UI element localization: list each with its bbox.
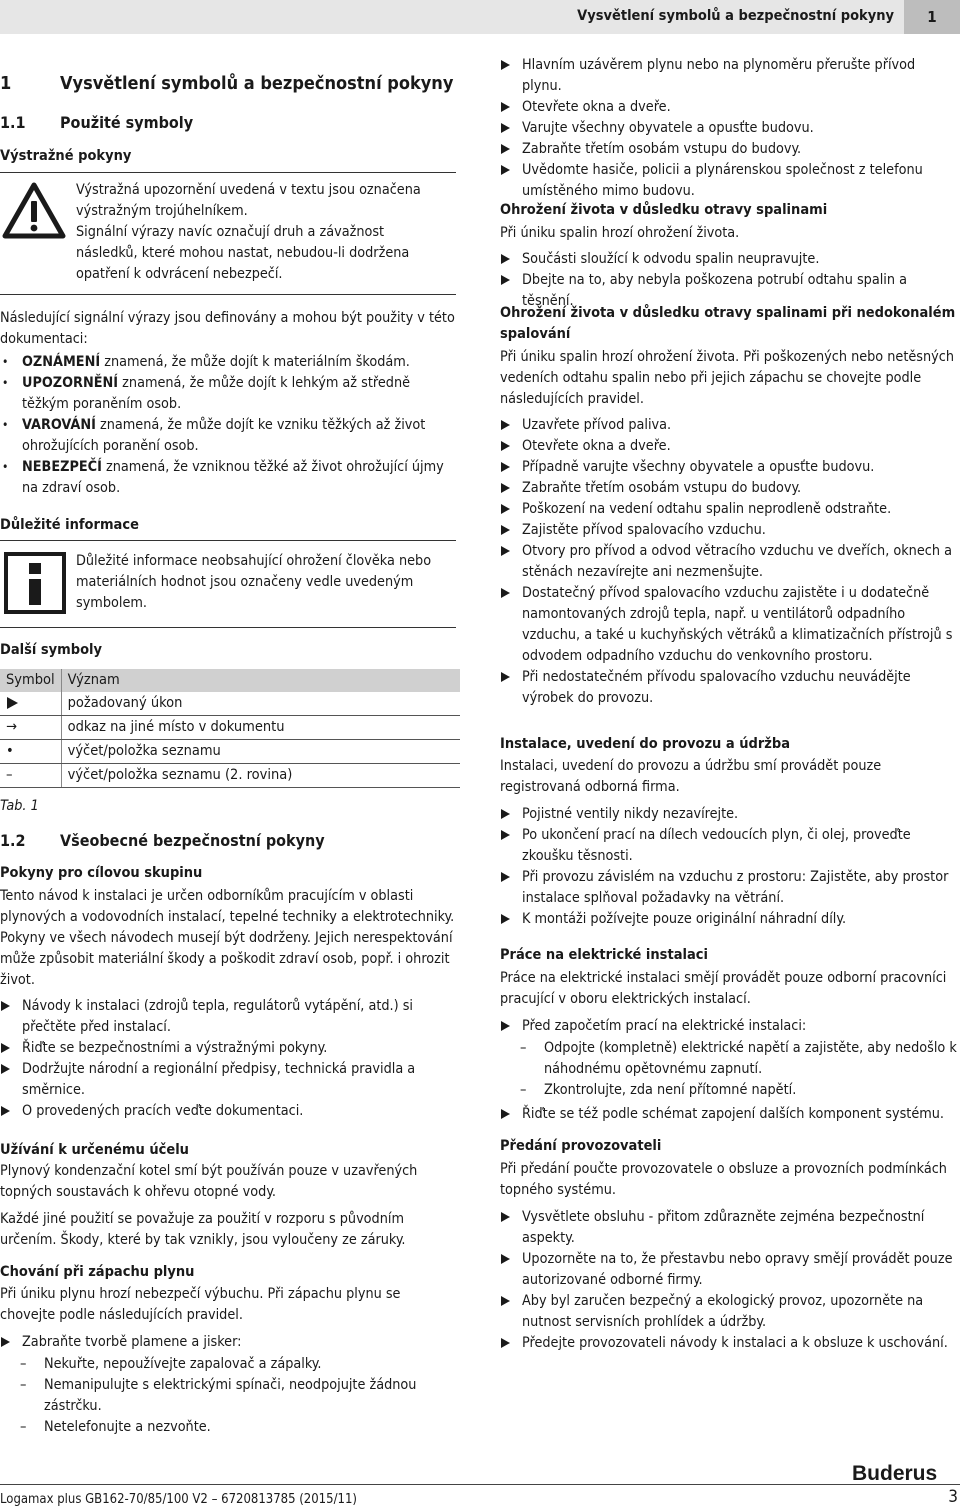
table-row [0,716,460,740]
list-item: Upozorněte na to, že přestavbu nebo opravy smějí provádět pouze autorizované odborné firmy. [500,1249,958,1291]
column-header: Význam [61,669,460,692]
list-item: Po ukončení prací na dílech vedoucích plyn, či olej, proveďte zkoušku těsnosti. [500,825,958,867]
svg-text:Buderus: Buderus [852,1462,938,1484]
warnings-heading: Výstražné pokyny [0,148,132,164]
list-item: O provedených pracích veďte dokumentaci. [0,1101,456,1122]
table-cell: výčet/položka seznamu (2. rovina) [61,764,460,788]
table-caption: Tab. 1 [0,798,39,814]
page-number: 3 [948,1487,958,1507]
warning-triangle-icon [2,182,66,240]
intended-use-heading: Užívání k určenému účelu [0,1142,189,1158]
table-header-row [0,669,460,692]
list-item: Zabraňte třetím osobám vstupu do budovy. [500,139,958,160]
section-number: 1.2 [0,831,26,850]
gas-smell-text: Při úniku plynu hrozí nebezpečí výbuchu. Při zápachu plynu se chovejte podle následujících pravidel. [0,1286,401,1323]
text-line: materiálních hodnot jsou označeny vedle uvedeným [76,574,414,590]
list-item: Hlavním uzávěrem plynu nebo na plynoměru přerušte přívod plynu. [500,55,958,97]
divider [0,172,456,173]
list-item: – Nemanipulujte s elektrickými spínači, neodpojujte žádnou zástrčku. [0,1375,456,1417]
list-item: Dodržujte národní a regionální předpisy, technická pravidla a směrnice. [0,1059,456,1101]
flue-gas-text: Při úniku spalin hrozí ohrožení života. [500,225,740,241]
gas-smell-substeps [0,1354,456,1438]
list-item: Vysvětlete obsluhu - přitom zdůrazněte zejména bezpečnostní aspekty. [500,1207,958,1249]
dash-icon: – [0,764,61,788]
list-item: Dbejte na to, aby nebyla poškozena potrubí odtahu spalin a těsnění. [500,270,958,312]
text-line: opatření k odvrácení nebezpečí. [76,266,283,282]
arrow-icon: → [0,716,61,740]
list-item: Zabraňte třetím osobám vstupu do budovy. [500,478,958,499]
text-line: výstražným trojúhelníkem. [76,203,248,219]
table-cell: požadovaný úkon [61,692,460,716]
list-item: Otevřete okna a dveře. [500,97,958,118]
list-item: Řiďte se bezpečnostními a výstražnými pokyny. [0,1038,456,1059]
list-item: – Netelefonujte a nezvoňte. [0,1417,456,1438]
table-cell: odkaz na jiné místo v dokumentu [61,716,460,740]
page-header [0,0,960,34]
bullet-icon: • [0,740,61,764]
electrical-text: Práce na elektrické instalaci smějí provádět pouze odborní pracovníci pracující v oboru elektrických instalací. [500,970,947,1007]
list-item: Při provozu závislém na vzduchu z prostoru: Zajistěte, aby prostor instalace splňoval požadavky na větrání. [500,867,958,909]
warning-description [76,180,456,285]
installation-heading: Instalace, uvedení do provozu a údržba [500,736,791,752]
table-row [0,692,460,716]
text-line: následků, které mohou nastat, nebudou-li dodržena [76,245,410,261]
divider [0,294,456,295]
gas-smell-steps-continued [500,55,958,202]
section-title: Vysvětlení symbolů a bezpečnostní pokyny [60,73,454,94]
list-item: • NEBEZPEČÍ znamená, že vzniknou těžké až život ohrožující újmy na zdraví osob. [0,457,456,499]
flue-gas-heading: Ohrožení života v důsledku otravy spalinami [500,202,828,218]
list-item: Součásti sloužící k odvodu spalin neupravujte. [500,249,958,270]
electrical-steps [500,1016,958,1037]
list-item: • VAROVÁNÍ znamená, že může dojít ke vzniku těžkých až život ohrožujících poranění osob. [0,415,456,457]
list-item: – Zkontrolujte, zda není přítomné napětí. [500,1080,958,1101]
target-group-text: Tento návod k instalaci je určen odborníkům pracujícím v oblasti plynových a vodovodních instalací, tepelné techniky a elektrotechniky. Pokyny ve všech návodech musejí být dodrženy. Jejich nerespektování může způsobit materiální škody a poškodit zdraví osob, popř. i ohrozit život. [0,888,455,988]
header-title: Vysvětlení symbolů a bezpečnostní pokyny [577,8,894,24]
handover-heading: Předání provozovateli [500,1138,662,1154]
installation-steps [500,804,958,930]
installation-text: Instalaci, uvedení do provozu a údržbu smí provádět pouze registrovaná odborná firma. [500,758,882,795]
list-item: Předejte provozovateli návody k instalaci a k obsluze k uschování. [500,1333,958,1354]
table-row [0,740,460,764]
list-item: Aby byl zaručen bezpečný a ekologický provoz, upozorněte na nutnost servisních prohlídek a údržby. [500,1291,958,1333]
incomplete-combustion-heading: Ohrožení života v důsledku otravy spalinami při nedokonalém spalování [500,305,956,342]
list-item: Před započetím prací na elektrické instalaci: [500,1016,958,1037]
column-header: Symbol [0,669,61,692]
list-item: Návody k instalaci (zdrojů tepla, regulátorů vytápění, atd.) si přečtěte před instalací. [0,996,456,1038]
section-heading-1-1 [0,112,456,134]
footer-divider [0,1484,960,1485]
signal-words-list [0,352,456,499]
list-item: Při nedostatečném přívodu spalovacího vzduchu neuvádějte výrobek do provozu. [500,667,958,709]
section-title: Použité symboly [60,113,194,132]
handover-text: Při předání poučte provozovatele o obsluze a provozních podmínkách topného systému. [500,1161,947,1198]
intended-use-text-2: Každé jiné použití se považuje za použití v rozporu s původním určením. Škody, které by tak vznikly, jsou vyloučeny ze záruky. [0,1211,406,1248]
gas-smell-steps [0,1332,456,1353]
electrical-steps-2 [500,1104,958,1125]
list-item: Uzavřete přívod paliva. [500,415,958,436]
divider [0,627,456,628]
list-item: K montáži požívejte pouze originální náhradní díly. [500,909,958,930]
symbols-table [0,669,460,788]
action-triangle-icon [0,692,61,716]
text-line: Důležité informace neobsahující ohrožení člověka nebo [76,553,432,569]
list-item: • UPOZORNĚNÍ znamená, že může dojít k lehkým až středně těžkým poraněním osob. [0,373,456,415]
gas-smell-heading: Chování při zápachu plynu [0,1264,195,1280]
section-title: Všeobecné bezpečnostní pokyny [60,831,325,850]
list-item: Zabraňte tvorbě plamene a jisker: [0,1332,456,1353]
text-line: symbolem. [76,595,147,611]
section-heading-1-2 [0,830,456,852]
incomplete-combustion-steps [500,415,958,709]
other-symbols-heading: Další symboly [0,642,103,658]
intended-use-text: Plynový kondenzační kotel smí být používán pouze v uzavřených topných soustavách k ohřevu otopné vody. [0,1163,418,1200]
footer-document-id: Logamax plus GB162-70/85/100 V2 – 6720813785 (2015/11) [0,1492,357,1507]
header-chapter-number: 1 [904,0,960,34]
list-item: Otevřete okna a dveře. [500,436,958,457]
list-item: Pojistné ventily nikdy nezavírejte. [500,804,958,825]
list-item: – Nekuřte, nepoužívejte zapalovač a zápalky. [0,1354,456,1375]
table-cell: výčet/položka seznamu [61,740,460,764]
electrical-heading: Práce na elektrické instalaci [500,947,708,963]
section-number: 1 [0,73,12,94]
text-line: Signální výrazy navíc označují druh a závažnost [76,224,385,240]
handover-steps [500,1207,958,1354]
section-heading-1 [0,72,456,96]
buderus-logo [852,1462,956,1491]
info-description [76,551,456,614]
incomplete-combustion-text: Při úniku spalin hrozí ohrožení života. Při poškozených nebo netěsných vedeních odtahu spalin nebo při jejich zápachu se chovejte podle následujících pravidel. [500,349,954,407]
list-item: Zajistěte přívod spalovacího vzduchu. [500,520,958,541]
target-group-steps [0,996,456,1122]
list-item: Otvory pro přívod a odvod větracího vzduchu ve dveřích, oknech a stěnách nezavírejte ani nezmenšujte. [500,541,958,583]
list-item: Poškození na vedení odtahu spalin neprodleně odstraňte. [500,499,958,520]
divider [0,540,456,541]
list-item: Řiďte se též podle schémat zapojení dalších komponent systému. [500,1104,958,1125]
signal-words-intro: Následující signální výrazy jsou definovány a mohou být použity v této dokumentaci: [0,310,455,347]
list-item: – Odpojte (kompletně) elektrické napětí a zajistěte, aby nedošlo k náhodnému opětovnému zapnutí. [500,1038,958,1080]
list-item: • OZNÁMENÍ znamená, že může dojít k materiálním škodám. [0,352,456,373]
list-item: Uvědomte hasiče, policii a plynárenskou společnost z telefonu umístěného mimo budovu. [500,160,958,202]
list-item: Případně varujte všechny obyvatele a opusťte budovu. [500,457,958,478]
list-item: Varujte všechny obyvatele a opusťte budovu. [500,118,958,139]
list-item: Dostatečný přívod spalovacího vzduchu zajistěte i u dodatečně namontovaných zdrojů tepla, např. u ventilátorů odpadního vzduchu, a také u kuchyňských větráků a klimatizačních přístrojů s odvodem odpadního vzduchu do venkovního prostoru. [500,583,958,667]
electrical-substeps [500,1038,958,1101]
target-group-heading: Pokyny pro cílovou skupinu [0,865,203,881]
info-icon [4,552,66,614]
table-row [0,764,460,788]
section-number: 1.1 [0,113,26,132]
text-line: Výstražná upozornění uvedená v textu jsou označena [76,182,421,198]
important-info-heading: Důležité informace [0,517,139,533]
